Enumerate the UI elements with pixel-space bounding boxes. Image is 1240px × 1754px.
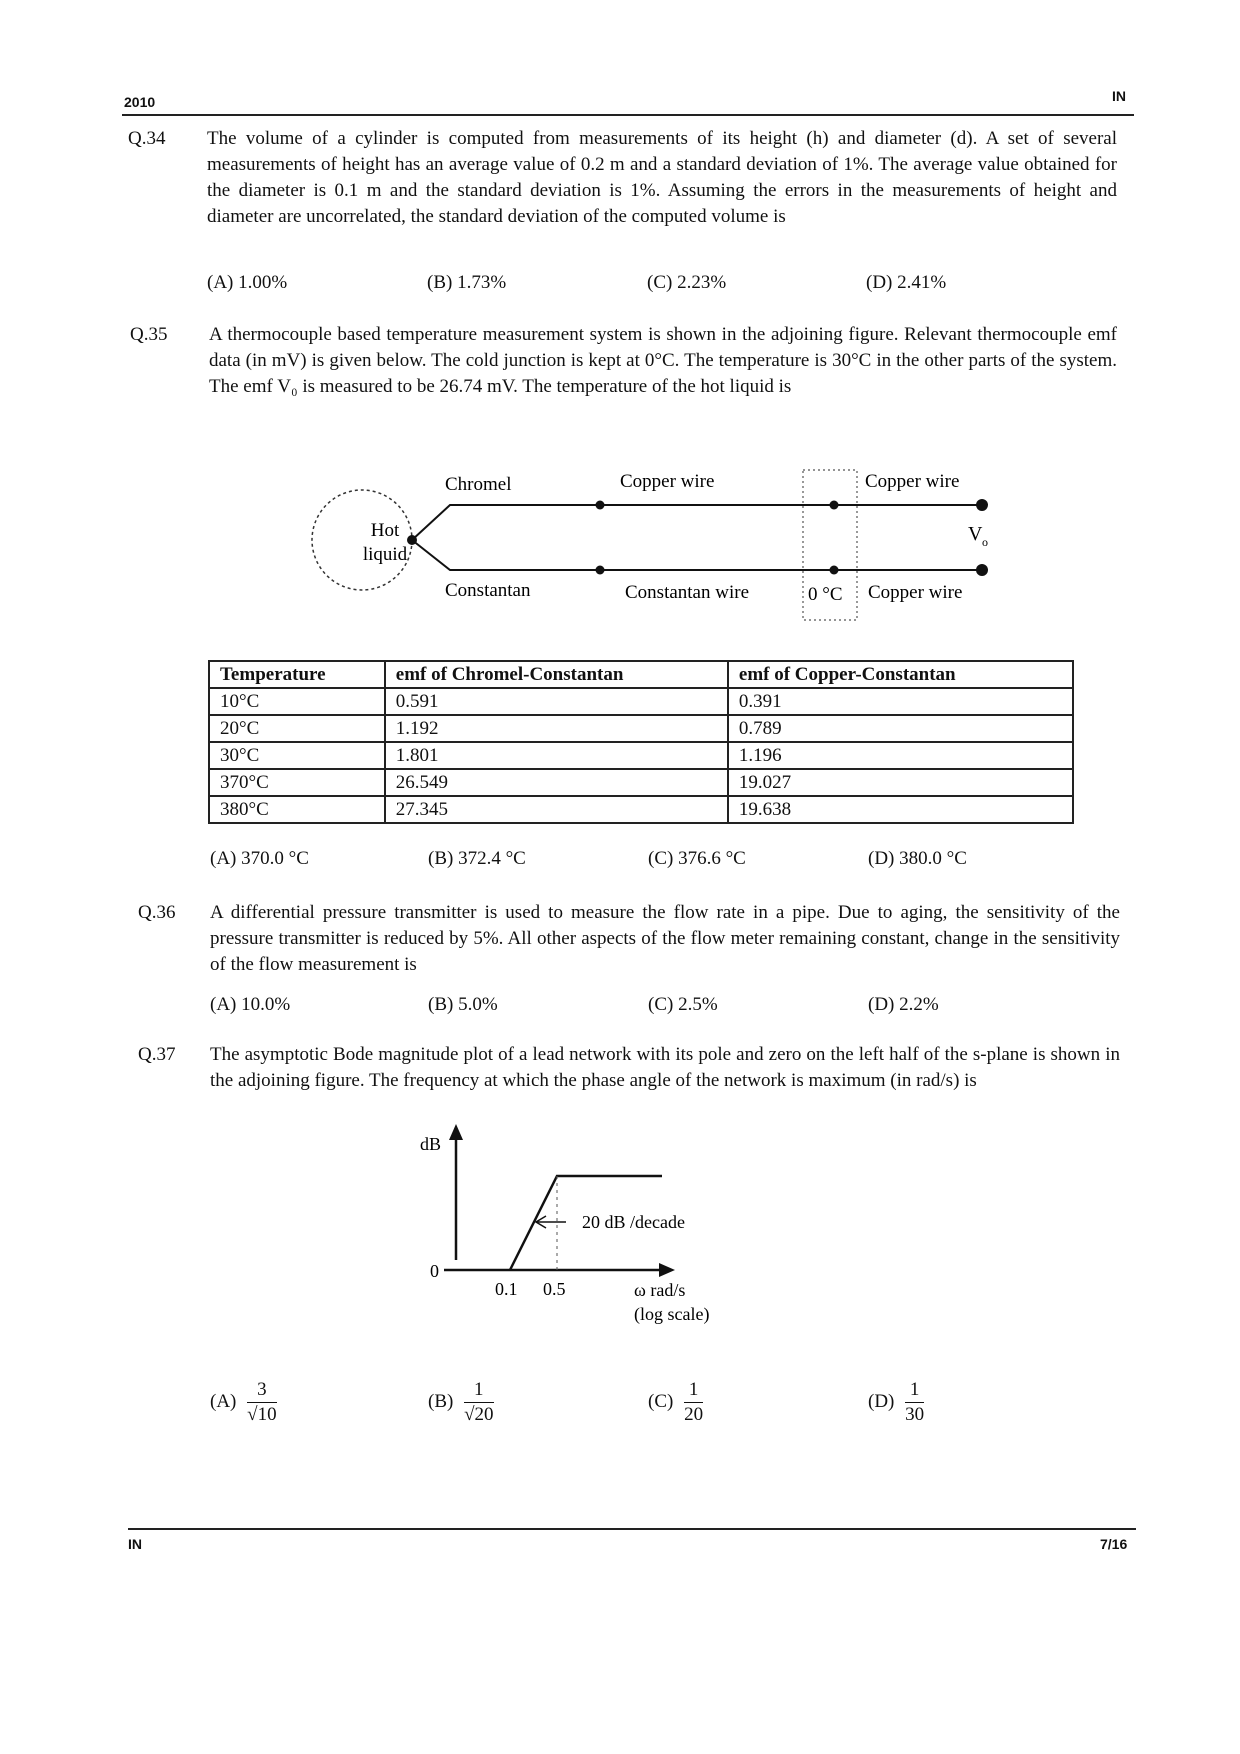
option-d[interactable] bbox=[868, 1378, 924, 1427]
constantan-wire bbox=[412, 540, 600, 570]
table-cell: 380°C bbox=[209, 796, 385, 823]
cold-junction-dot bbox=[830, 566, 839, 575]
option-b[interactable]: (B) 1.73% bbox=[427, 272, 507, 293]
y-axis-arrow bbox=[449, 1124, 463, 1140]
option-label: (C) bbox=[648, 1390, 674, 1412]
option-b[interactable] bbox=[428, 1378, 494, 1427]
cold-junction-label: 0 °C bbox=[808, 584, 843, 605]
emf-table bbox=[208, 660, 1074, 824]
constantan-wire-label: Constantan wire bbox=[625, 582, 750, 603]
option-c[interactable]: (C) 2.23% bbox=[647, 272, 727, 293]
slope-label: 20 dB /decade bbox=[582, 1212, 685, 1232]
option-a[interactable]: (A) 1.00% bbox=[207, 272, 288, 293]
table-row bbox=[209, 715, 1073, 742]
option-d[interactable]: (D) 2.41% bbox=[866, 272, 947, 293]
bode-plot bbox=[400, 1120, 760, 1340]
table-header: emf of Chromel-Constantan bbox=[385, 661, 728, 688]
option-c[interactable]: (C) 2.5% bbox=[648, 994, 718, 1015]
fraction bbox=[905, 1378, 924, 1427]
question-text: A thermocouple based temperature measurement system is shown in the adjoining figure. Relevant thermocouple emf data (in mV) is given below. The cold junction is kept at 0°C. The temperature is 30°C in the other parts of the system. The emf V₀ is measured to be 26.74 mV. The temperature of the hot liquid is bbox=[209, 324, 1117, 397]
hot-liquid-label: liquid bbox=[362, 544, 408, 565]
table-cell: 20°C bbox=[209, 715, 385, 742]
option-c[interactable]: (C) 376.6 °C bbox=[648, 848, 746, 869]
table-cell: 1.192 bbox=[385, 715, 728, 742]
option-d[interactable]: (D) 2.2% bbox=[868, 994, 939, 1015]
table-header-row bbox=[209, 661, 1073, 688]
x-axis-label: (log scale) bbox=[634, 1304, 710, 1324]
table-cell: 26.549 bbox=[385, 769, 728, 796]
fraction bbox=[464, 1378, 493, 1427]
terminal-dot bbox=[976, 564, 988, 576]
constantan-label: Constantan bbox=[445, 580, 531, 601]
junction-dot bbox=[596, 501, 605, 510]
question-text: The asymptotic Bode magnitude plot of a lead network with its pole and zero on the left half of the s-plane is shown in the adjoining figure. The frequency at which the phase angle of the network is maximum (in rad/s) is bbox=[210, 1044, 1120, 1091]
denominator: √20 bbox=[464, 1404, 494, 1425]
footer-rule bbox=[128, 1528, 1136, 1530]
option-label: (A) bbox=[210, 1390, 237, 1412]
header-year: 2010 bbox=[124, 94, 156, 110]
origin-label: 0 bbox=[430, 1261, 439, 1281]
table-cell: 0.591 bbox=[385, 688, 728, 715]
x-axis-label: ω rad/s bbox=[634, 1280, 686, 1300]
table-cell: 370°C bbox=[209, 769, 385, 796]
question-text: A differential pressure transmitter is used to measure the flow rate in a pipe. Due to aging, the sensitivity of the pressure transmitter is reduced by 5%. All other aspects of the flow meter remaining constant, change in the sensitivity of the flow measurement is bbox=[210, 902, 1120, 975]
option-a[interactable] bbox=[210, 1378, 277, 1427]
table-row bbox=[209, 688, 1073, 715]
hot-junction bbox=[407, 535, 417, 545]
copper-wire-label: Copper wire bbox=[868, 582, 963, 603]
denominator: 20 bbox=[684, 1404, 704, 1425]
option-label: (B) bbox=[428, 1390, 454, 1412]
table-cell: 1.196 bbox=[728, 742, 1073, 769]
option-d[interactable]: (D) 380.0 °C bbox=[868, 848, 967, 869]
option-label: (D) bbox=[868, 1390, 895, 1412]
numerator: 3 bbox=[247, 1378, 276, 1403]
option-c[interactable] bbox=[648, 1378, 703, 1427]
table-cell: 1.801 bbox=[385, 742, 728, 769]
copper-wire-label: Copper wire bbox=[620, 471, 715, 492]
hot-liquid-label: Hot bbox=[370, 520, 400, 541]
option-a[interactable]: (A) 370.0 °C bbox=[210, 848, 309, 869]
junction-dot bbox=[596, 566, 605, 575]
table-row bbox=[209, 769, 1073, 796]
fraction bbox=[247, 1378, 276, 1427]
option-b[interactable]: (B) 5.0% bbox=[428, 994, 498, 1015]
table-row bbox=[209, 742, 1073, 769]
table-cell: 27.345 bbox=[385, 796, 728, 823]
table-row bbox=[209, 796, 1073, 823]
table-header: Temperature bbox=[209, 661, 385, 688]
question-text: The volume of a cylinder is computed from measurements of its height (h) and diameter (d). A set of several measurements of height has an average value of 0.2 m and a standard deviation of 1%. The average value obtained for the diameter is 0.1 m and the standard deviation is 1%. Assuming the errors in the measurements of height and diameter are uncorrelated, the standard deviation of the computed volume is bbox=[207, 128, 1117, 227]
option-a[interactable]: (A) 10.0% bbox=[210, 994, 291, 1015]
table-cell: 19.027 bbox=[728, 769, 1073, 796]
denominator: 30 bbox=[905, 1404, 925, 1425]
question-number: Q.36 bbox=[138, 902, 176, 923]
x-tick-label: 0.5 bbox=[543, 1279, 566, 1299]
fraction bbox=[684, 1378, 703, 1427]
x-tick-label: 0.1 bbox=[495, 1279, 518, 1299]
table-cell: 19.638 bbox=[728, 796, 1073, 823]
numerator: 1 bbox=[905, 1378, 924, 1403]
denominator: √10 bbox=[247, 1404, 277, 1425]
x-axis-arrow bbox=[659, 1263, 675, 1277]
copper-wire-label: Copper wire bbox=[865, 471, 960, 492]
numerator: 1 bbox=[684, 1378, 703, 1403]
page-number: 7/16 bbox=[1100, 1536, 1128, 1552]
question-number: Q.35 bbox=[130, 324, 168, 345]
question-number: Q.37 bbox=[138, 1044, 176, 1065]
option-b[interactable]: (B) 372.4 °C bbox=[428, 848, 526, 869]
numerator: 1 bbox=[464, 1378, 493, 1403]
footer-code: IN bbox=[128, 1536, 142, 1552]
table-cell: 0.789 bbox=[728, 715, 1073, 742]
header-code: IN bbox=[1112, 88, 1126, 104]
table-header: emf of Copper-Constantan bbox=[728, 661, 1073, 688]
question-number: Q.34 bbox=[128, 128, 166, 149]
thermocouple-diagram bbox=[300, 460, 1020, 630]
table-cell: 10°C bbox=[209, 688, 385, 715]
y-axis-label: dB bbox=[420, 1134, 442, 1154]
table-cell: 30°C bbox=[209, 742, 385, 769]
header-rule bbox=[122, 114, 1134, 116]
terminal-dot bbox=[976, 499, 988, 511]
chromel-label: Chromel bbox=[445, 474, 512, 495]
vo-label: V bbox=[968, 523, 983, 545]
chromel-wire bbox=[412, 505, 600, 540]
vo-subscript: o bbox=[982, 535, 988, 549]
table-cell: 0.391 bbox=[728, 688, 1073, 715]
cold-junction-dot bbox=[830, 501, 839, 510]
